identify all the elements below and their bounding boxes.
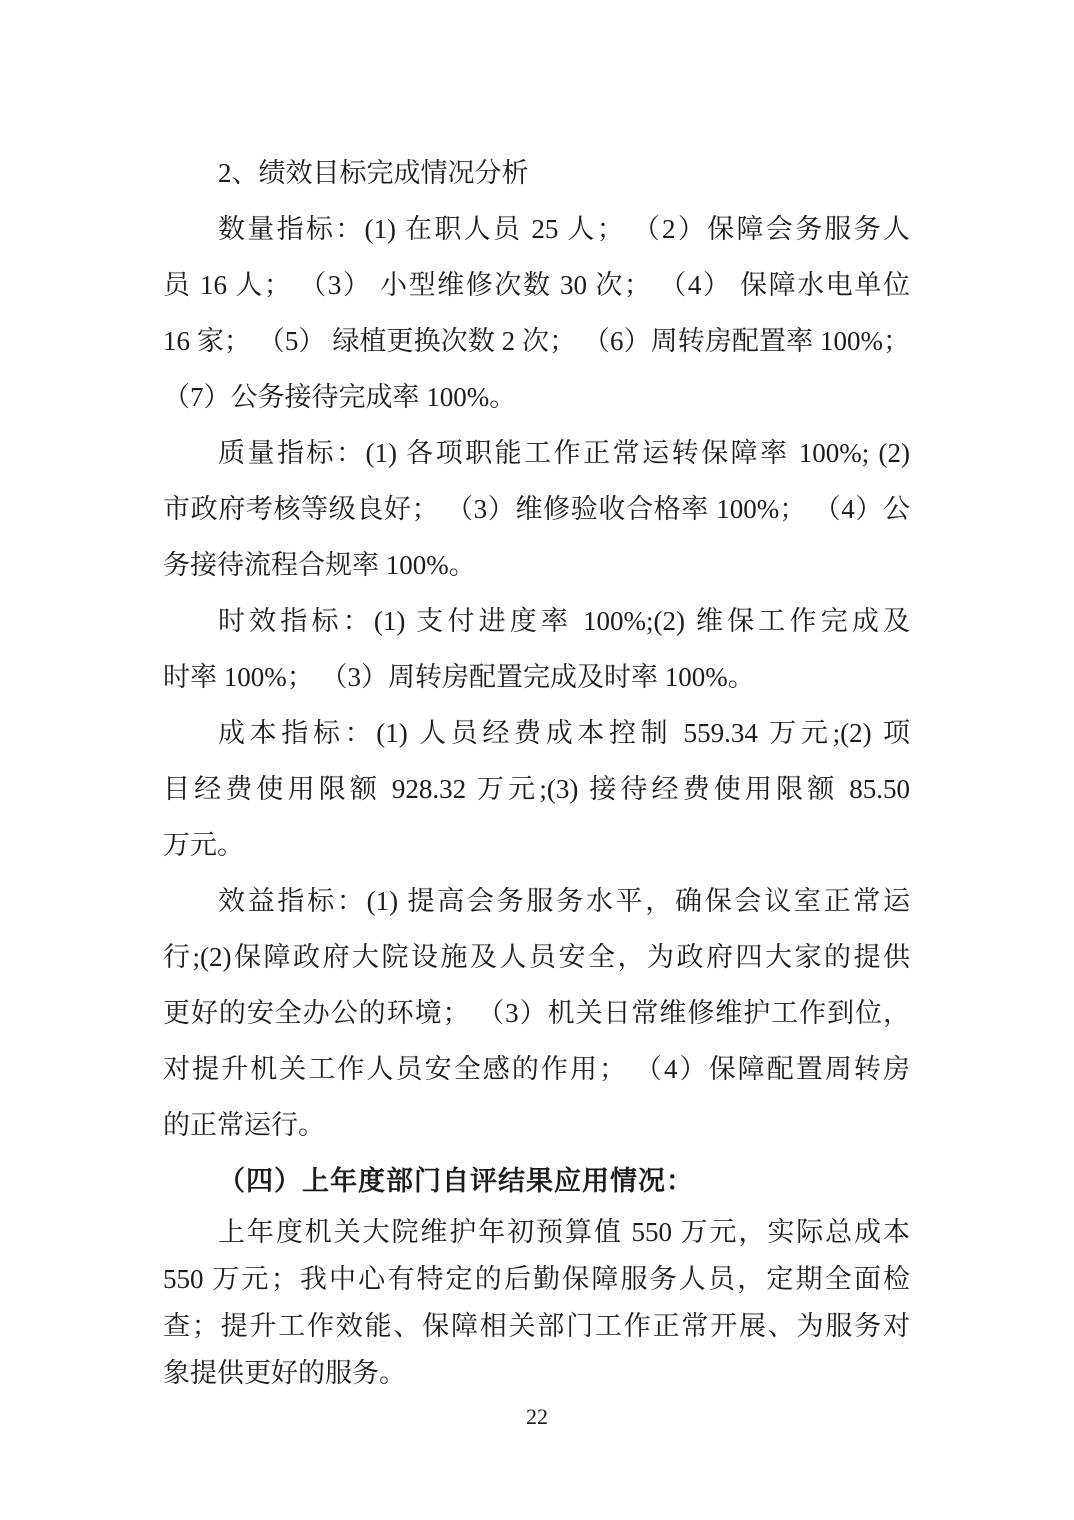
text-line: 16 家； （5） 绿植更换次数 2 次； （6）周转房配置率 100%； xyxy=(163,326,910,356)
text-line: 更好的安全办公的环境； （3）机关日常维修维护工作到位， xyxy=(163,998,910,1028)
text-line: 效益指标：(1) 提高会务服务水平，确保会议室正常运 xyxy=(218,886,910,916)
text-line: 员 16 人； （3） 小型维修次数 30 次； （4） 保障水电单位 xyxy=(163,270,910,300)
text-line: 的正常运行。 xyxy=(163,1110,325,1140)
text-line: 上年度机关大院维护年初预算值 550 万元，实际总成本 xyxy=(218,1217,910,1247)
text-line: 对提升机关工作人员安全感的作用； （4）保障配置周转房 xyxy=(163,1054,910,1084)
text-line: 行;(2)保障政府大院设施及人员安全，为政府四大家的提供 xyxy=(163,942,910,972)
text-line: 查；提升工作效能、保障相关部门工作正常开展、为服务对 xyxy=(163,1311,910,1341)
text-line: 质量指标：(1) 各项职能工作正常运转保障率 100%; (2) xyxy=(218,438,910,468)
text-line: 成本指标：(1) 人员经费成本控制 559.34 万元;(2) 项 xyxy=(218,718,910,748)
page-number: 22 xyxy=(526,1404,548,1429)
text-line: 象提供更好的服务。 xyxy=(163,1358,406,1388)
section-heading: （四）上年度部门自评结果应用情况： xyxy=(218,1166,694,1196)
text-line: 市政府考核等级良好； （3）维修验收合格率 100%； （4）公 xyxy=(163,494,910,524)
text-line: （7）公务接待完成率 100%。 xyxy=(163,382,517,412)
text-line: 时效指标：(1) 支付进度率 100%;(2) 维保工作完成及 xyxy=(218,606,910,636)
text-line: 目经费使用限额 928.32 万元;(3) 接待经费使用限额 85.50 xyxy=(163,774,910,804)
text-line: 万元。 xyxy=(163,830,244,860)
text-line: 数量指标：(1) 在职人员 25 人； （2）保障会务服务人 xyxy=(218,214,910,244)
text-line: 务接待流程合规率 100%。 xyxy=(163,550,476,580)
text-line: 550 万元；我中心有特定的后勤保障服务人员，定期全面检 xyxy=(163,1264,910,1294)
text-line: 时率 100%； （3）周转房配置完成及时率 100%。 xyxy=(163,662,755,692)
document-body xyxy=(163,145,910,1397)
text-line: 2、绩效目标完成情况分析 xyxy=(218,158,529,188)
